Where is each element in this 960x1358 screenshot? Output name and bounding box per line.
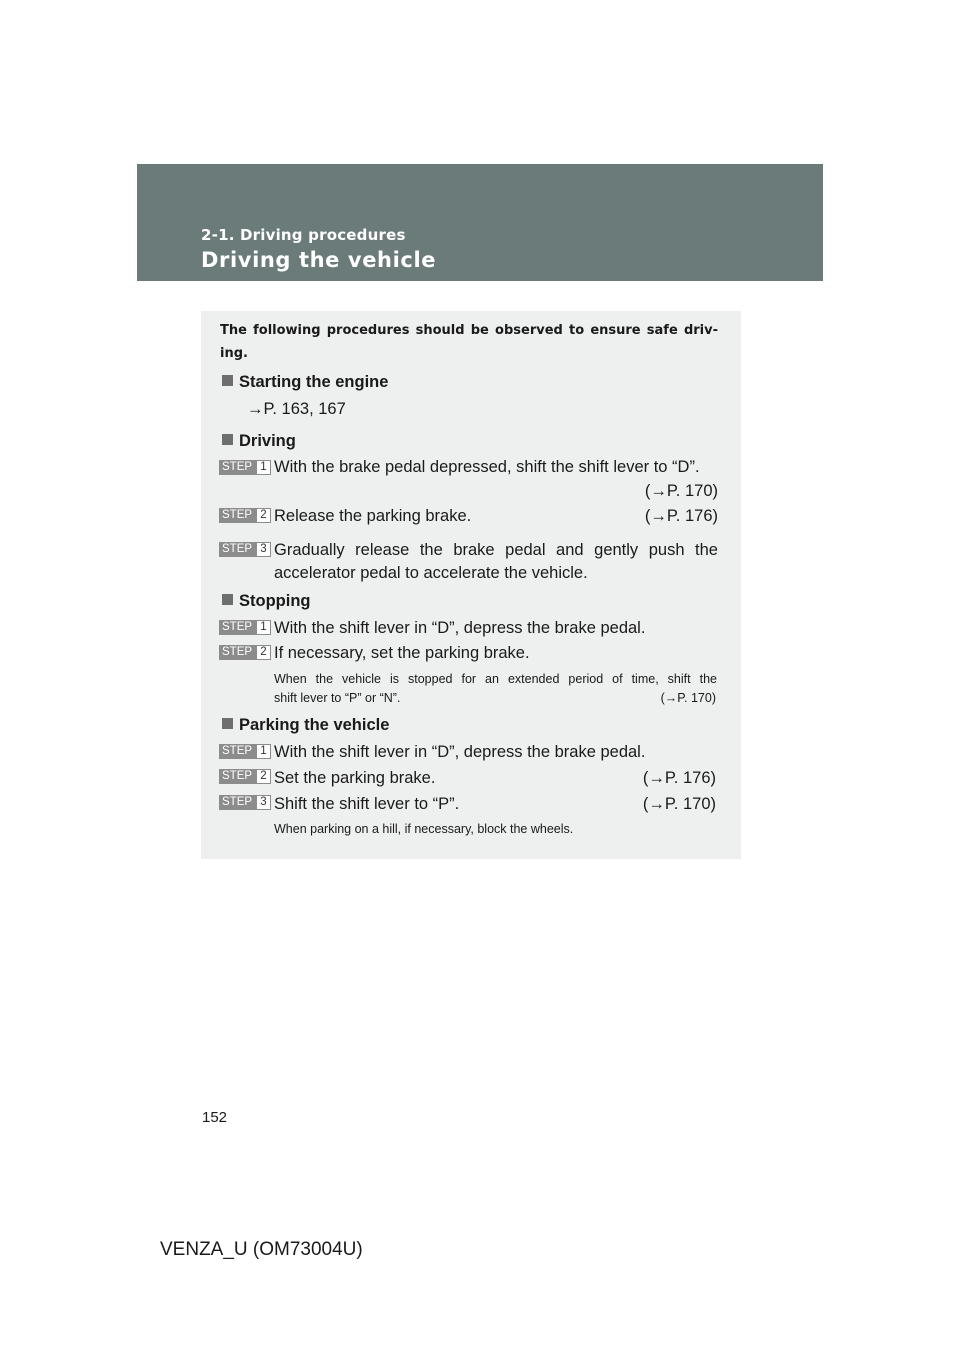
chapter-header-band [137,164,823,281]
page-title: Driving the vehicle [201,248,437,272]
heading-stopping [222,592,310,611]
heading-label: Starting the engine [239,373,389,391]
stopping-note-ref: (→P. 170) [660,691,716,705]
parking-note: When parking on a hill, if necessary, block the wheels. [274,822,574,836]
procedure-box [201,311,741,859]
square-bullet-icon [222,375,233,386]
stopping-note-line1: When the vehicle is stopped for an extended period of time, shift the [274,672,717,686]
stopping-step2-text: If necessary, set the parking brake. [274,644,530,662]
step-badge-1 [219,620,271,635]
step-label: STEP [222,770,253,782]
parking-step1-text: With the shift lever in “D”, depress the brake pedal. [274,743,646,761]
driving-step3-line2: accelerator pedal to accelerate the vehicle. [274,564,588,582]
square-bullet-icon [222,718,233,729]
heading-label: Parking the vehicle [239,716,390,734]
driving-step1-ref: (→P. 170) [644,482,718,500]
page-number: 152 [202,1109,228,1126]
driving-step3-line1: Gradually release the brake pedal and gently push the [274,541,718,559]
parking-step3-text: Shift the shift lever to “P”. [274,795,460,813]
stopping-note-line2: shift lever to “P” or “N”. [274,691,401,705]
parking-step3-ref: (→P. 170) [642,795,716,813]
square-bullet-icon [222,594,233,605]
step-number: 1 [257,621,270,634]
stopping-step1-text: With the shift lever in “D”, depress the brake pedal. [274,619,646,637]
square-bullet-icon [222,434,233,445]
heading-label: Driving [239,432,296,450]
heading-parking-vehicle [222,716,389,735]
step-badge-3 [219,542,271,557]
heading-driving [222,432,296,451]
step-badge-2 [219,769,271,784]
step-label: STEP [222,461,253,473]
step-number: 1 [257,461,270,474]
step-badge-2 [219,508,271,523]
driving-step2-ref: (→P. 176) [644,507,718,525]
step-label: STEP [222,796,253,808]
step-label: STEP [222,621,253,633]
step-badge-1 [219,744,271,759]
step-label: STEP [222,646,253,658]
step-number: 3 [257,543,270,556]
step-number: 2 [257,646,270,659]
step-badge-3 [219,795,271,810]
parking-step2-text: Set the parking brake. [274,769,436,787]
document-footer: VENZA_U (OM73004U) [160,1239,363,1260]
heading-label: Stopping [239,592,311,610]
step-number: 2 [257,509,270,522]
step-label: STEP [222,543,253,555]
starting-engine-page-ref: →P. 163, 167 [247,400,346,418]
step-label: STEP [222,745,253,757]
driving-step2-text: Release the parking brake. [274,507,472,525]
step-number: 1 [257,745,270,758]
section-label: 2-1. Driving procedures [201,226,406,244]
heading-starting-engine [222,373,388,392]
step-badge-1 [219,460,271,475]
parking-step2-ref: (→P. 176) [642,769,716,787]
driving-step1-text: With the brake pedal depressed, shift the shift lever to “D”. [274,458,700,476]
intro-text: The following procedures should be observed to ensure safe driv-ing. [220,323,718,361]
step-label: STEP [222,509,253,521]
step-number: 2 [257,770,270,783]
step-badge-2 [219,645,271,660]
step-number: 3 [257,796,270,809]
